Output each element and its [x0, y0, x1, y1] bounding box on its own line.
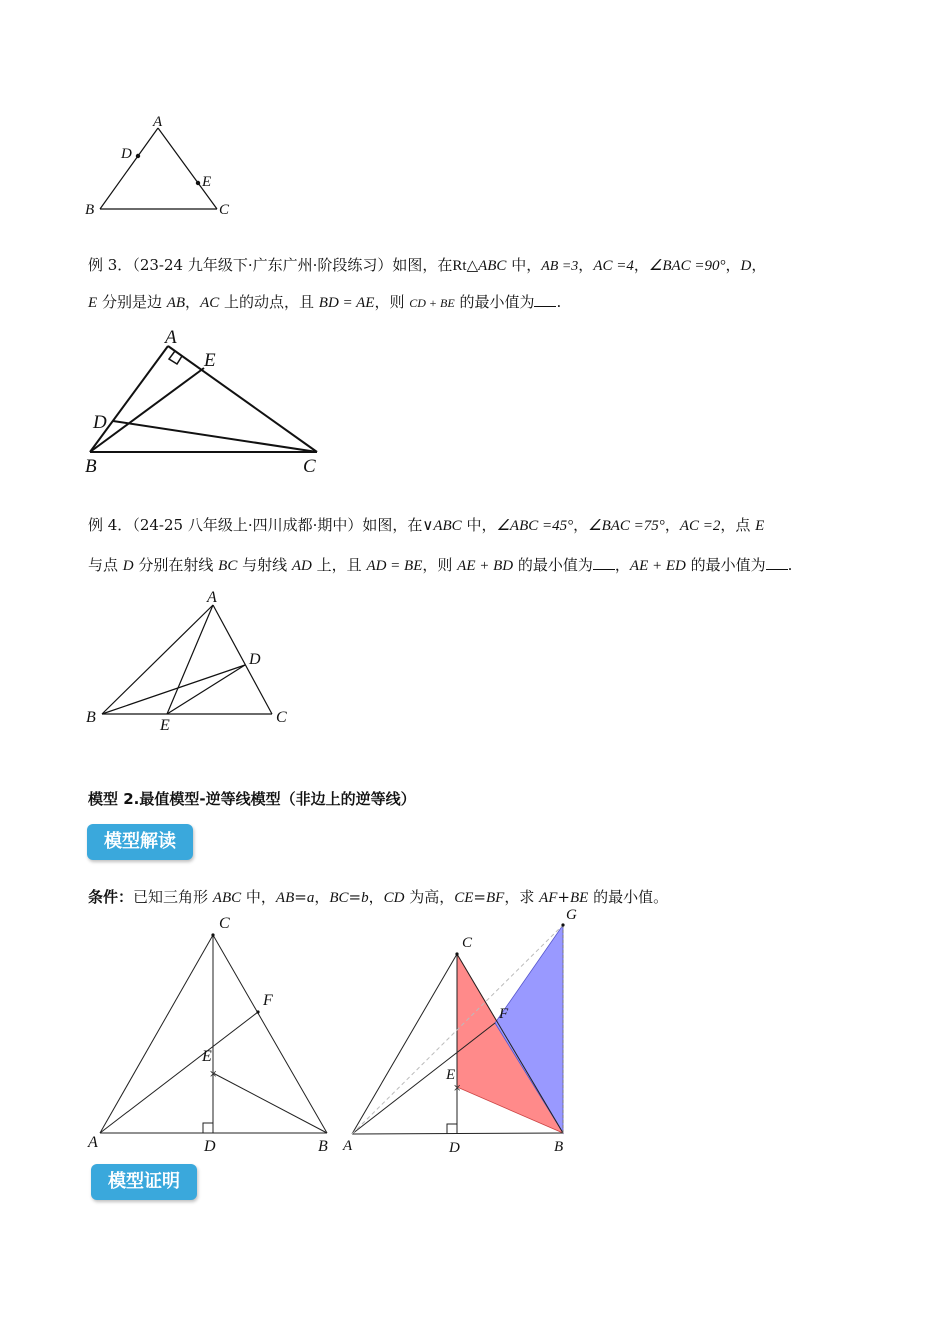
- label-g: G: [566, 907, 577, 923]
- model-read-button[interactable]: 模型解读: [87, 824, 193, 860]
- model-proof-button[interactable]: 模型证明: [91, 1164, 197, 1200]
- example-3-line-1: 例 3．（23-24 九年级下·广东广州·阶段练习）如图，在Rt△ABC 中，AB =3，AC =4，∠BAC =90°，D，: [88, 256, 767, 274]
- label-c: C: [219, 915, 230, 932]
- label-c: C: [303, 456, 316, 477]
- label-b: B: [318, 1138, 328, 1155]
- condition-line: 条件：已知三角形 ABC 中，AB=a，BC=b，CD 为高，CE=BF，求 AF+BE 的最小值。: [88, 888, 669, 906]
- label-e: E: [446, 1067, 456, 1083]
- label-e: E: [160, 717, 170, 734]
- example-3-line-2: E 分别是边 AB，AC 上的动点，且 BD = AE，则 CD + BE 的最小值为 .: [88, 293, 562, 311]
- figure-4-left: [80, 905, 345, 1155]
- svg-text:×: ×: [453, 1083, 462, 1094]
- label-c: C: [219, 202, 230, 218]
- svg-text:×: ×: [209, 1069, 218, 1080]
- figure-1-triangle: [80, 110, 250, 225]
- label-d: D: [249, 651, 261, 668]
- label-a: A: [153, 114, 163, 130]
- label-b: B: [85, 456, 97, 477]
- label-a: A: [343, 1138, 353, 1154]
- answer-blank[interactable]: [534, 292, 556, 307]
- label-b: B: [554, 1139, 564, 1155]
- label-c: C: [276, 709, 287, 726]
- figure-2-right-triangle: [80, 322, 340, 480]
- label-d: D: [93, 412, 107, 433]
- label-f: F: [263, 992, 273, 1009]
- answer-blank-2[interactable]: [766, 555, 788, 570]
- label-e: E: [202, 174, 212, 190]
- label-e: E: [202, 1048, 212, 1065]
- label-b: B: [85, 202, 95, 218]
- figure-4-right: [340, 905, 600, 1160]
- model-2-title: 模型 2.最值模型-逆等线模型（非边上的逆等线）: [88, 790, 416, 808]
- label-c: C: [462, 935, 473, 951]
- point-e: [196, 181, 200, 185]
- label-a: A: [88, 1134, 98, 1151]
- example-4-line-2: 与点 D 分别在射线 BC 与射线 AD 上，且 AD = BE，则 AE + BD 的最小值为 ，AE + ED 的最小值为 .: [88, 556, 793, 574]
- label-d: D: [449, 1140, 460, 1156]
- point-d: [136, 154, 140, 158]
- figure-3-triangle: [80, 585, 305, 735]
- answer-blank-1[interactable]: [593, 555, 615, 570]
- right-angle-mark: [169, 351, 182, 364]
- label-f: F: [499, 1006, 509, 1022]
- label-a: A: [207, 589, 217, 606]
- label-d: D: [204, 1138, 216, 1155]
- label-a: A: [165, 327, 177, 348]
- label-d: D: [121, 146, 132, 162]
- right-angle-mark: [203, 1123, 213, 1133]
- example-4-line-1: 例 4．（24-25 八年级上·四川成都·期中）如图，在∨ABC 中，∠ABC =45°，∠BAC =75°，AC =2，点 E: [88, 516, 765, 534]
- right-angle-mark: [447, 1124, 457, 1134]
- label-e: E: [204, 350, 216, 371]
- label-b: B: [86, 709, 96, 726]
